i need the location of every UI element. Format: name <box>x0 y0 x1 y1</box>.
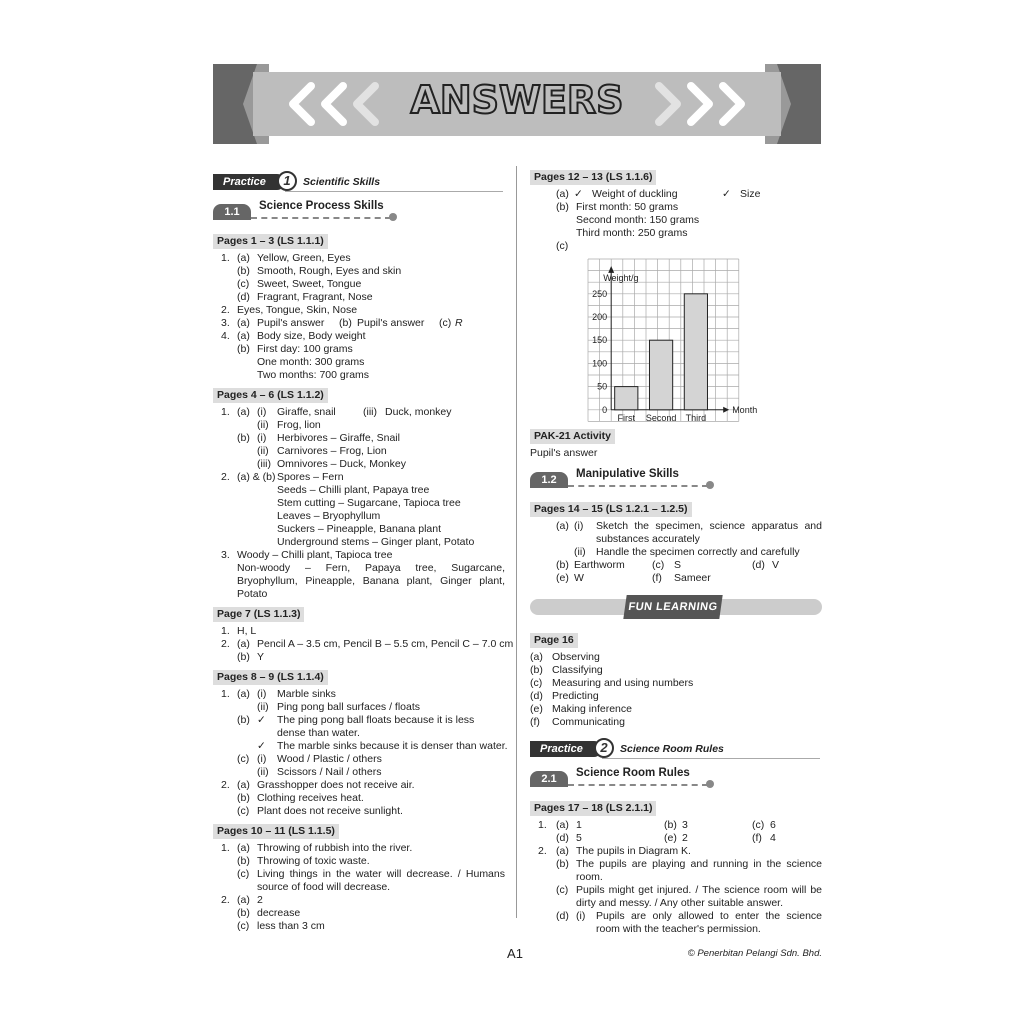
answer-line <box>213 484 505 497</box>
answer-text: H, L <box>237 625 257 637</box>
item-letter: (a) <box>556 520 569 532</box>
section-1-2-header <box>530 468 822 490</box>
item-letter: (d) <box>530 690 543 702</box>
answer-text: Body size, Body weight <box>257 330 366 342</box>
item-letter: (c) <box>652 559 665 571</box>
item-letter: (b) <box>237 432 250 444</box>
answer-text: Classifying <box>552 664 603 676</box>
y-tick-label: 200 <box>592 312 608 322</box>
answer-text: Pencil A – 3.5 cm, Pencil B – 5.5 cm, Pencil C – 7.0 cm <box>257 638 514 650</box>
answer-line <box>530 858 822 884</box>
answer-text: Clothing receives heat. <box>257 792 364 804</box>
answer-line <box>530 447 822 460</box>
answers-block <box>530 819 822 936</box>
answer-text: Omnivores – Duck, Monkey <box>277 458 406 470</box>
item-letter: (a) <box>237 406 250 418</box>
item-letter: (d) <box>237 291 250 303</box>
answer-line <box>530 819 822 832</box>
section-title: Manipulative Skills <box>576 468 679 480</box>
answer-text: Giraffe, snail <box>277 406 336 418</box>
answers-block <box>530 520 822 585</box>
check-icon: ✓ <box>722 188 731 200</box>
answer-text: The pupils are playing and running in the science room. <box>576 858 822 883</box>
item-number: 3. <box>221 317 230 329</box>
item-number: 2. <box>221 471 230 483</box>
item-number: 4. <box>221 330 230 342</box>
pages-heading: Page 16 <box>530 633 578 648</box>
item-letter: (c) <box>752 819 765 831</box>
y-axis-label: Weight/g <box>603 273 639 284</box>
answer-text: Woody – Chilli plant, Tapioca tree <box>237 549 393 561</box>
answer-text: 5 <box>576 832 582 844</box>
answer-line <box>213 432 505 445</box>
answer-line <box>213 549 505 562</box>
x-tick-label: Third <box>685 412 707 423</box>
answer-text: Plant does not receive sunlight. <box>257 805 403 817</box>
answer-line <box>213 868 505 894</box>
answer-text: Duck, monkey <box>385 406 452 418</box>
answer-text: Two months: 700 grams <box>257 369 370 381</box>
answer-line <box>530 240 822 253</box>
item-letter: (a) <box>556 819 569 831</box>
item-roman: (ii) <box>257 445 269 457</box>
answer-text: Smooth, Rough, Eyes and skin <box>257 265 402 277</box>
bar <box>684 294 707 410</box>
answer-text: Marble sinks <box>277 688 336 700</box>
item-letter: (b) <box>237 792 250 804</box>
item-roman: (i) <box>576 910 586 922</box>
item-number: 2. <box>221 304 230 316</box>
y-tick-label: 100 <box>592 358 608 369</box>
bar <box>615 387 638 410</box>
answer-line <box>213 497 505 510</box>
page-number: A1 <box>507 946 523 961</box>
pages-heading: Pages 12 – 13 (LS 1.1.6) <box>530 170 656 185</box>
answer-line <box>213 625 505 638</box>
item-roman: (i) <box>574 520 584 532</box>
item-letter: (c) <box>237 278 250 290</box>
answer-line <box>530 716 822 729</box>
answer-text: Ping pong ball surfaces / floats <box>277 701 421 713</box>
answer-line <box>213 562 505 601</box>
answer-line <box>530 664 822 677</box>
answer-text: Fragrant, Fragrant, Nose <box>257 291 373 303</box>
copyright: © Penerbitan Pelangi Sdn. Bhd. <box>687 948 822 959</box>
answer-line <box>213 291 505 304</box>
weight-bar-chart <box>530 253 822 423</box>
answer-line <box>213 510 505 523</box>
practice-title: Science Room Rules <box>620 743 724 755</box>
answer-text: W <box>574 572 584 584</box>
left-column <box>213 170 514 933</box>
item-letter: (a) <box>556 845 569 857</box>
answer-text: less than 3 cm <box>257 920 325 932</box>
section-dot <box>706 481 714 489</box>
x-axis-label: Month <box>732 404 758 415</box>
answer-text: 4 <box>770 832 776 844</box>
section-dot <box>706 780 714 788</box>
item-letter: (c) <box>556 884 569 896</box>
answer-text: V <box>772 559 780 571</box>
answer-line <box>530 201 822 214</box>
item-number: 1. <box>221 252 230 264</box>
answer-text: Pupil's answer <box>257 317 325 329</box>
x-tick-label: Second <box>645 412 677 423</box>
item-letter: (d) <box>556 910 569 922</box>
y-axis-arrow <box>608 266 614 273</box>
section-title: Science Room Rules <box>576 767 690 779</box>
item-roman: (i) <box>257 406 267 418</box>
section-dot <box>389 213 397 221</box>
answer-text: Eyes, Tongue, Skin, Nose <box>237 304 358 316</box>
answer-text: First day: 100 grams <box>257 343 353 355</box>
answer-line <box>530 520 822 546</box>
answer-line <box>530 546 822 559</box>
answer-line <box>530 910 822 936</box>
answer-line <box>213 766 505 779</box>
item-roman: (ii) <box>574 546 586 558</box>
answer-line <box>213 688 505 701</box>
answer-text: Earthworm <box>574 559 625 571</box>
column-divider <box>516 166 517 918</box>
item-number: 1. <box>538 819 547 831</box>
check-icon: ✓ <box>257 714 266 726</box>
x-tick-label: First <box>617 412 636 423</box>
answer-line <box>530 845 822 858</box>
answer-text: First month: 50 grams <box>576 201 679 213</box>
item-number: 2. <box>221 638 230 650</box>
practice-1-header <box>213 170 505 192</box>
pages-heading: Pages 8 – 9 (LS 1.1.4) <box>213 670 328 685</box>
answer-line <box>213 369 505 382</box>
practice-label: Practice <box>530 741 602 757</box>
item-letter: (f) <box>652 572 662 584</box>
section-number: 1.2 <box>530 472 568 488</box>
answer-text: Non-woody – Fern, Papaya tree, Sugarcane, Bryophyllum, Pineapple, Banana plant, Ginger plant, Potato <box>237 562 505 600</box>
answer-line <box>213 894 505 907</box>
answer-text: Spores – Fern <box>277 471 344 483</box>
answer-text: Throwing of toxic waste. <box>257 855 370 867</box>
answer-text: Herbivores – Giraffe, Snail <box>277 432 400 444</box>
answer-text: Third month: 250 grams <box>576 227 688 239</box>
item-letter: (a) <box>237 317 250 329</box>
answer-text: Observing <box>552 651 600 663</box>
answer-text: Seeds – Chilli plant, Papaya tree <box>277 484 430 496</box>
item-roman: (i) <box>257 753 267 765</box>
item-roman: (iii) <box>363 406 377 418</box>
item-roman: (ii) <box>257 701 269 713</box>
check-icon: ✓ <box>574 188 583 200</box>
item-letter: (e) <box>530 703 543 715</box>
item-letter: (b) <box>237 714 250 726</box>
practice-number: 1 <box>277 171 297 191</box>
answer-text: The ping pong ball floats because it is less dense than water. <box>277 714 475 739</box>
answer-text: The pupils in Diagram K. <box>576 845 691 857</box>
answer-text: Carnivores – Frog, Lion <box>277 445 387 457</box>
section-dash <box>568 784 708 786</box>
answer-text: 6 <box>770 819 776 831</box>
check-icon: ✓ <box>257 740 266 752</box>
answer-text: 2 <box>682 832 688 844</box>
item-letter: (a) <box>556 188 569 200</box>
item-letter: (b) <box>237 651 250 663</box>
section-dash <box>251 217 391 219</box>
answer-text: decrease <box>257 907 301 919</box>
answer-text: Suckers – Pineapple, Banana plant <box>277 523 442 535</box>
item-letter: (c) <box>530 677 543 689</box>
answer-line <box>213 638 514 651</box>
item-letter: (e) <box>556 572 569 584</box>
answer-text: Pupils might get injured. / The science room will be dirty and messy. / Any other suitable answer. <box>576 884 822 909</box>
answer-line <box>213 445 505 458</box>
answer-line <box>213 419 505 432</box>
answer-text: Measuring and using numbers <box>552 677 694 689</box>
answer-line <box>213 907 505 920</box>
section-dash <box>568 485 708 487</box>
item-letter: (b) <box>237 855 250 867</box>
item-number: 1. <box>221 842 230 854</box>
answer-line <box>213 278 505 291</box>
answer-text: Leaves – Bryophyllum <box>277 510 381 522</box>
answer-text: Underground stems – Ginger plant, Potato <box>277 536 475 548</box>
answer-text: Y <box>257 651 265 663</box>
item-letter: (f) <box>530 716 540 728</box>
answer-line <box>530 832 822 845</box>
section-1-1-header <box>213 200 505 222</box>
item-roman: (i) <box>257 432 267 444</box>
y-tick-label: 0 <box>602 404 608 415</box>
answer-text: Making inference <box>552 703 632 715</box>
pages-heading: Pages 10 – 11 (LS 1.1.5) <box>213 824 339 839</box>
answer-line <box>530 214 822 227</box>
item-letter: (c) <box>556 240 569 252</box>
item-letter: (a) <box>237 252 250 264</box>
answer-text: S <box>674 559 682 571</box>
item-letter: (c) <box>237 920 250 932</box>
answer-text: Wood / Plastic / others <box>277 753 382 765</box>
answer-line <box>530 690 822 703</box>
item-letter: (d) <box>556 832 569 844</box>
item-letter: (c) <box>237 753 250 765</box>
item-letter: (f) <box>752 832 762 844</box>
item-letter: (a) <box>237 779 250 791</box>
item-letter: (b) <box>237 265 250 277</box>
item-number: 3. <box>221 549 230 561</box>
item-roman: (ii) <box>257 419 269 431</box>
x-axis-arrow <box>723 407 729 413</box>
answer-text: Sameer <box>674 572 711 584</box>
answer-line <box>213 714 505 740</box>
answer-text: 1 <box>576 819 582 831</box>
item-roman: (iii) <box>257 458 271 470</box>
answers-block <box>213 688 508 818</box>
answer-line <box>530 227 822 240</box>
answer-line <box>213 317 505 330</box>
answer-line <box>213 779 505 792</box>
answers-block <box>530 651 822 729</box>
y-tick-label: 150 <box>592 335 608 346</box>
item-letter: (e) <box>664 832 677 844</box>
answer-line <box>530 572 822 585</box>
answer-line <box>213 855 505 868</box>
item-number: 2. <box>538 845 547 857</box>
answer-text: Pupil's answer <box>530 447 598 459</box>
item-letter: (a) <box>237 638 250 650</box>
answer-line <box>213 842 505 855</box>
y-tick-label: 250 <box>592 288 608 299</box>
answer-line <box>213 740 508 753</box>
answer-line <box>530 703 822 716</box>
section-2-1-header <box>530 767 822 789</box>
item-number: 1. <box>221 406 230 418</box>
answer-text: Size <box>740 188 761 200</box>
item-roman: (i) <box>257 688 267 700</box>
answer-line <box>213 265 505 278</box>
practice-label: Practice <box>213 174 285 190</box>
item-letter: (b) <box>237 907 250 919</box>
item-letter: (b) <box>556 559 569 571</box>
pages-heading: PAK-21 Activity <box>530 429 615 444</box>
item-letter: (d) <box>752 559 765 571</box>
right-column <box>530 170 822 936</box>
answer-line <box>213 651 505 664</box>
answers-block <box>213 406 505 601</box>
answer-text: Throwing of rubbish into the river. <box>257 842 413 854</box>
answer-text: Handle the specimen correctly and carefully <box>596 546 800 558</box>
practice-rule <box>285 191 503 192</box>
banner-title: ANSWERS <box>410 78 624 122</box>
pages-heading: Page 7 (LS 1.1.3) <box>213 607 304 622</box>
chart-svg <box>530 253 822 423</box>
answer-text: Pupils are only allowed to enter the science room with the teacher's permission. <box>596 910 822 935</box>
answer-line <box>213 523 505 536</box>
item-letter: (a) <box>237 842 250 854</box>
answer-text: Sweet, Sweet, Tongue <box>257 278 362 290</box>
answer-line <box>213 458 505 471</box>
item-letter: (a) <box>237 330 250 342</box>
item-letter: (b) <box>556 858 569 870</box>
item-letter: (c) <box>439 317 452 329</box>
item-letter: (c) <box>237 868 250 880</box>
pages-heading: Pages 14 – 15 (LS 1.2.1 – 1.2.5) <box>530 502 692 517</box>
answer-text: Predicting <box>552 690 599 702</box>
answer-line <box>213 805 505 818</box>
item-letter: (a) <box>530 651 543 663</box>
section-number: 2.1 <box>530 771 568 787</box>
answer-text: Frog, lion <box>277 419 321 431</box>
y-tick-label: 50 <box>597 381 608 392</box>
answer-line <box>213 536 505 549</box>
bar <box>649 340 672 410</box>
answer-line <box>213 304 505 317</box>
answer-line <box>530 884 822 910</box>
item-roman: (ii) <box>257 766 269 778</box>
answer-line <box>213 753 505 766</box>
answer-line <box>530 651 822 664</box>
item-letter: (b) <box>339 317 352 329</box>
answer-line <box>530 677 822 690</box>
item-number: 1. <box>221 688 230 700</box>
answer-text: The marble sinks because it is denser than water. <box>277 740 508 752</box>
item-letter: (a) <box>237 688 250 700</box>
answer-line <box>213 330 505 343</box>
answer-text: Communicating <box>552 716 625 728</box>
answer-text: R <box>455 317 463 329</box>
fun-learning-banner <box>530 595 822 621</box>
practice-number: 2 <box>594 738 614 758</box>
item-letter: (a) <box>237 894 250 906</box>
answers-block <box>213 842 505 933</box>
answer-line <box>213 343 505 356</box>
pages-heading: Pages 4 – 6 (LS 1.1.2) <box>213 388 328 403</box>
answer-line <box>213 701 505 714</box>
section-title: Science Process Skills <box>259 200 384 212</box>
answer-line <box>213 471 505 484</box>
answer-line <box>530 188 822 201</box>
item-number: 2. <box>221 779 230 791</box>
practice-2-header <box>530 737 822 759</box>
item-letter: (b) <box>530 664 543 676</box>
practice-rule <box>602 758 820 759</box>
pages-heading: Pages 17 – 18 (LS 2.1.1) <box>530 801 656 816</box>
answer-text: One month: 300 grams <box>257 356 365 368</box>
answer-text: Yellow, Green, Eyes <box>257 252 351 264</box>
answers-banner <box>213 64 821 144</box>
answer-text: Weight of duckling <box>592 188 678 200</box>
answer-text: 3 <box>682 819 688 831</box>
answer-line <box>213 252 505 265</box>
answer-line <box>213 406 505 419</box>
item-letter: (b) <box>664 819 677 831</box>
answers-block <box>213 625 514 664</box>
answers-block <box>530 188 822 253</box>
answer-line <box>213 920 505 933</box>
item-letter: (a) & (b) <box>237 471 276 483</box>
section-number: 1.1 <box>213 204 251 220</box>
pages-heading: Pages 1 – 3 (LS 1.1.1) <box>213 234 328 249</box>
answer-text: Scissors / Nail / others <box>277 766 382 778</box>
answer-text: Living things in the water will decrease. / Humans source of food will decrease. <box>257 868 505 893</box>
answer-line <box>213 356 505 369</box>
answer-text: Pupil's answer <box>357 317 425 329</box>
answer-text: Stem cutting – Sugarcane, Tapioca tree <box>277 497 461 509</box>
answers-block <box>213 252 505 382</box>
answer-text: Grasshopper does not receive air. <box>257 779 415 791</box>
item-letter: (b) <box>237 343 250 355</box>
item-letter: (b) <box>556 201 569 213</box>
item-number: 1. <box>221 625 230 637</box>
answer-text: 2 <box>257 894 263 906</box>
practice-title: Scientific Skills <box>303 176 381 188</box>
item-letter: (c) <box>237 805 250 817</box>
fun-learning-tag: FUN LEARNING <box>623 595 722 619</box>
answer-line <box>213 792 505 805</box>
answer-text: Sketch the specimen, science apparatus and substances accurately <box>596 520 822 545</box>
answer-line <box>530 559 822 572</box>
item-number: 2. <box>221 894 230 906</box>
answer-text: Second month: 150 grams <box>576 214 700 226</box>
